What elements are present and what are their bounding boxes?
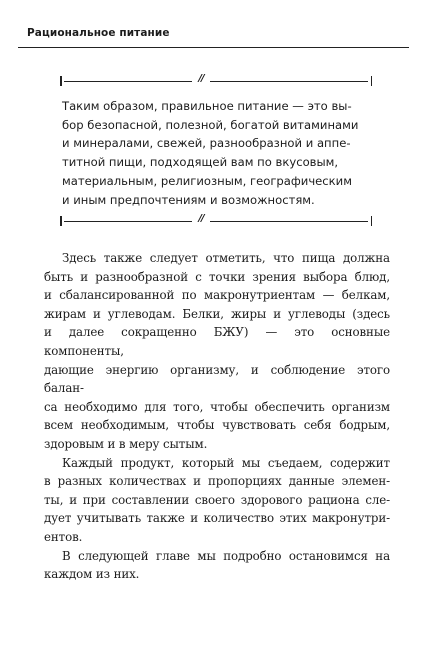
quote-divider-bottom bbox=[60, 213, 372, 226]
text-line: Здесь также следует отметить, что пища должна bbox=[62, 251, 390, 265]
quote-line: и иным предпочтениям и возможностям. bbox=[62, 192, 315, 207]
quote-line: Таким образом, правильное питание — это вы- bbox=[62, 99, 352, 113]
quote-line: бор безопасной, полезной, богатой витаминами bbox=[62, 117, 359, 132]
text-line: ты, и при составлении своего здорового рациона сле- bbox=[44, 492, 390, 507]
text-line: дающие энергию организму, и соблюдение этого балан- bbox=[44, 362, 390, 396]
divider-line bbox=[210, 81, 368, 82]
divider-line bbox=[64, 81, 192, 82]
paragraph bbox=[44, 249, 390, 454]
header-rule bbox=[18, 47, 409, 48]
text-line: са необходимо для того, чтобы обеспечить организм bbox=[44, 399, 390, 414]
text-line: каждом из них. bbox=[44, 567, 140, 582]
divider-end-mark bbox=[371, 76, 373, 86]
paragraph bbox=[44, 547, 390, 584]
paragraph bbox=[44, 454, 390, 547]
divider-slash-glyph: // bbox=[198, 73, 204, 84]
divider-line bbox=[64, 221, 192, 222]
running-title: Рациональное питание bbox=[27, 27, 170, 39]
divider-end-mark bbox=[60, 216, 62, 226]
divider-end-mark bbox=[371, 216, 373, 226]
body-text bbox=[44, 249, 390, 584]
quote-line: материальным, религиозным, географическим bbox=[62, 173, 352, 188]
divider-end-mark bbox=[60, 76, 62, 86]
text-line: и далее сокращенно БЖУ) — это основные компоненты, bbox=[44, 325, 390, 358]
text-line: здоровым и в меру сытым. bbox=[44, 436, 208, 451]
pull-quote bbox=[62, 97, 382, 209]
text-line: в разных количествах и пропорциях данные элемен- bbox=[44, 474, 390, 489]
quote-line: титной пищи, подходящей вам по вкусовым, bbox=[62, 155, 339, 170]
quote-line: и минералами, свежей, разнообразной и аппе- bbox=[62, 136, 351, 151]
text-line: жирам и углеводам. Белки, жиры и углеводы (здесь bbox=[44, 306, 390, 321]
text-line: ентов. bbox=[44, 529, 83, 544]
text-line: быть и разнообразной с точки зрения выбора блюд, bbox=[44, 269, 390, 284]
quote-divider-top bbox=[60, 73, 372, 86]
text-line: В следующей главе мы подробно остановимся на bbox=[62, 548, 390, 563]
text-line: дует учитывать также и количество этих макронутри- bbox=[44, 511, 390, 526]
text-line: и сбалансированной по макронутриентам — белкам, bbox=[44, 288, 390, 303]
divider-line bbox=[210, 221, 368, 222]
divider-slash-glyph: // bbox=[198, 213, 204, 224]
text-line: Каждый продукт, который мы съедаем, содержит bbox=[62, 455, 390, 470]
text-line: всем необходимым, чтобы чувствовать себя бодрым, bbox=[44, 418, 390, 433]
